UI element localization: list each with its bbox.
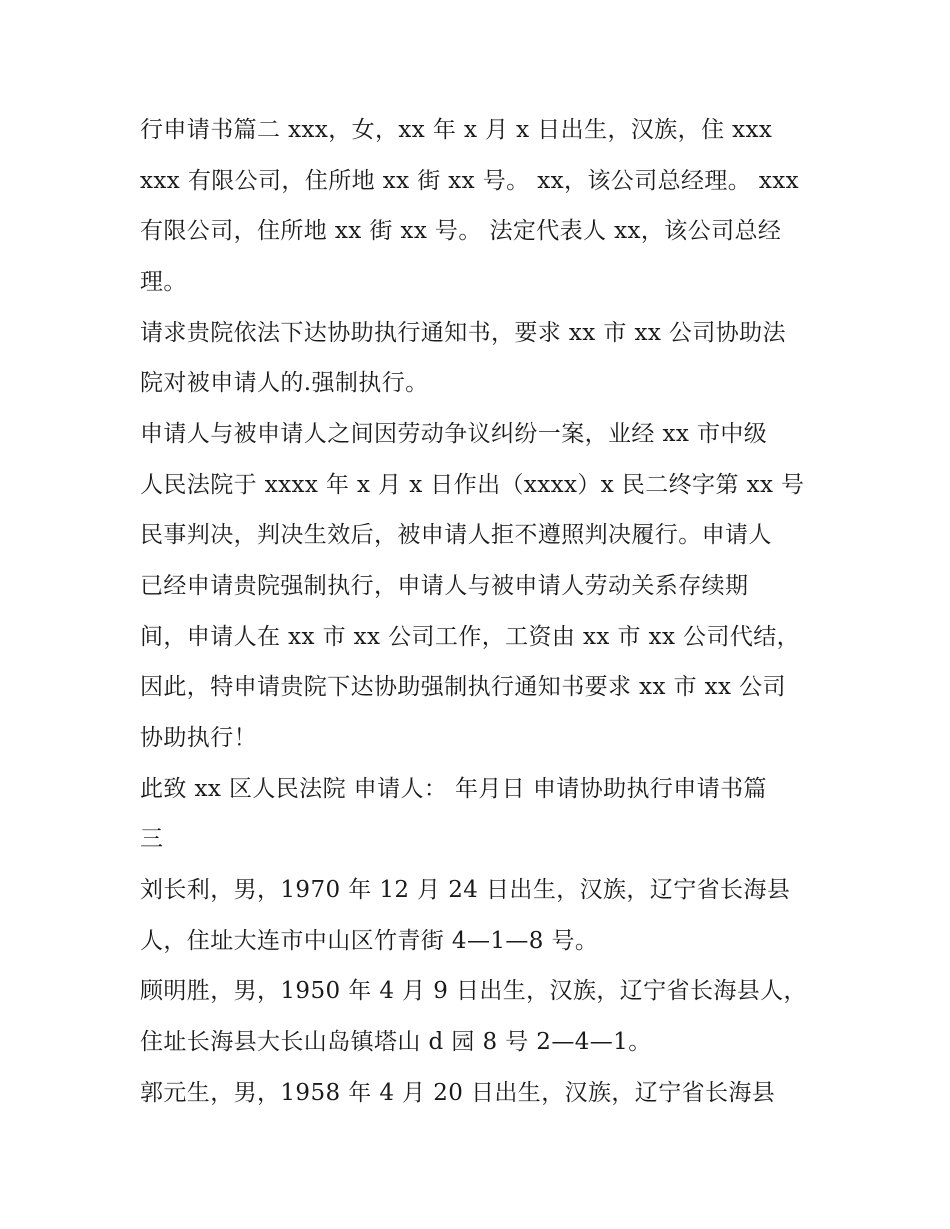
text-line: 民事判决，判决生效后，被申请人拒不遵照判决履行。申请人 (140, 522, 772, 548)
text-line: 有限公司，住所地 xx 街 xx 号。 法定代表人 xx，该公司总经 (140, 218, 782, 244)
text-line: 顾明胜，男，1950 年 4 月 9 日出生，汉族，辽宁省长海县人， (140, 978, 807, 1004)
text-line: 刘长利，男，1970 年 12 月 24 日出生，汉族，辽宁省长海县 (140, 877, 791, 903)
text-line: 协助执行！ (140, 725, 257, 751)
text-line: 行申请书篇二 xxx，女，xx 年 x 月 x 日出生，汉族，住 xxx (140, 117, 773, 143)
text-line: 此致 xx 区人民法院 申请人： 年月日 申请协助执行申请书篇 (140, 776, 767, 802)
text-line: 请求贵院依法下达协助执行通知书，要求 xx 市 xx 公司协助法 (140, 320, 786, 346)
text-line: 人，住址大连市中山区竹青街 4—1—8 号。 (140, 928, 599, 954)
text-line: 郭元生，男，1958 年 4 月 20 日出生，汉族，辽宁省长海县 (140, 1080, 776, 1106)
text-line: 住址长海县大长山岛镇塔山 d 园 8 号 2—4—1。 (140, 1029, 652, 1055)
text-line: 理。 (140, 269, 187, 295)
text-line: 人民法院于 xxxx 年 x 月 x 日作出（xxxx）x 民二终字第 xx 号 (140, 472, 805, 498)
text-line: 三 (140, 826, 164, 852)
text-line: 间，申请人在 xx 市 xx 公司工作，工资由 xx 市 xx 公司代结， (140, 624, 801, 650)
text-line: 申请人与被申请人之间因劳动争议纠纷一案，业经 xx 市中级 (140, 421, 768, 447)
text-line: 院对被申请人的.强制执行。 (140, 370, 429, 396)
text-line: 因此，特申请贵院下达协助强制执行通知书要求 xx 市 xx 公司 (140, 674, 786, 700)
text-line: 已经申请贵院强制执行，申请人与被申请人劳动关系存续期 (140, 573, 749, 599)
text-line: xxx 有限公司，住所地 xx 街 xx 号。 xx，该公司总经理。 xxx (140, 168, 800, 194)
